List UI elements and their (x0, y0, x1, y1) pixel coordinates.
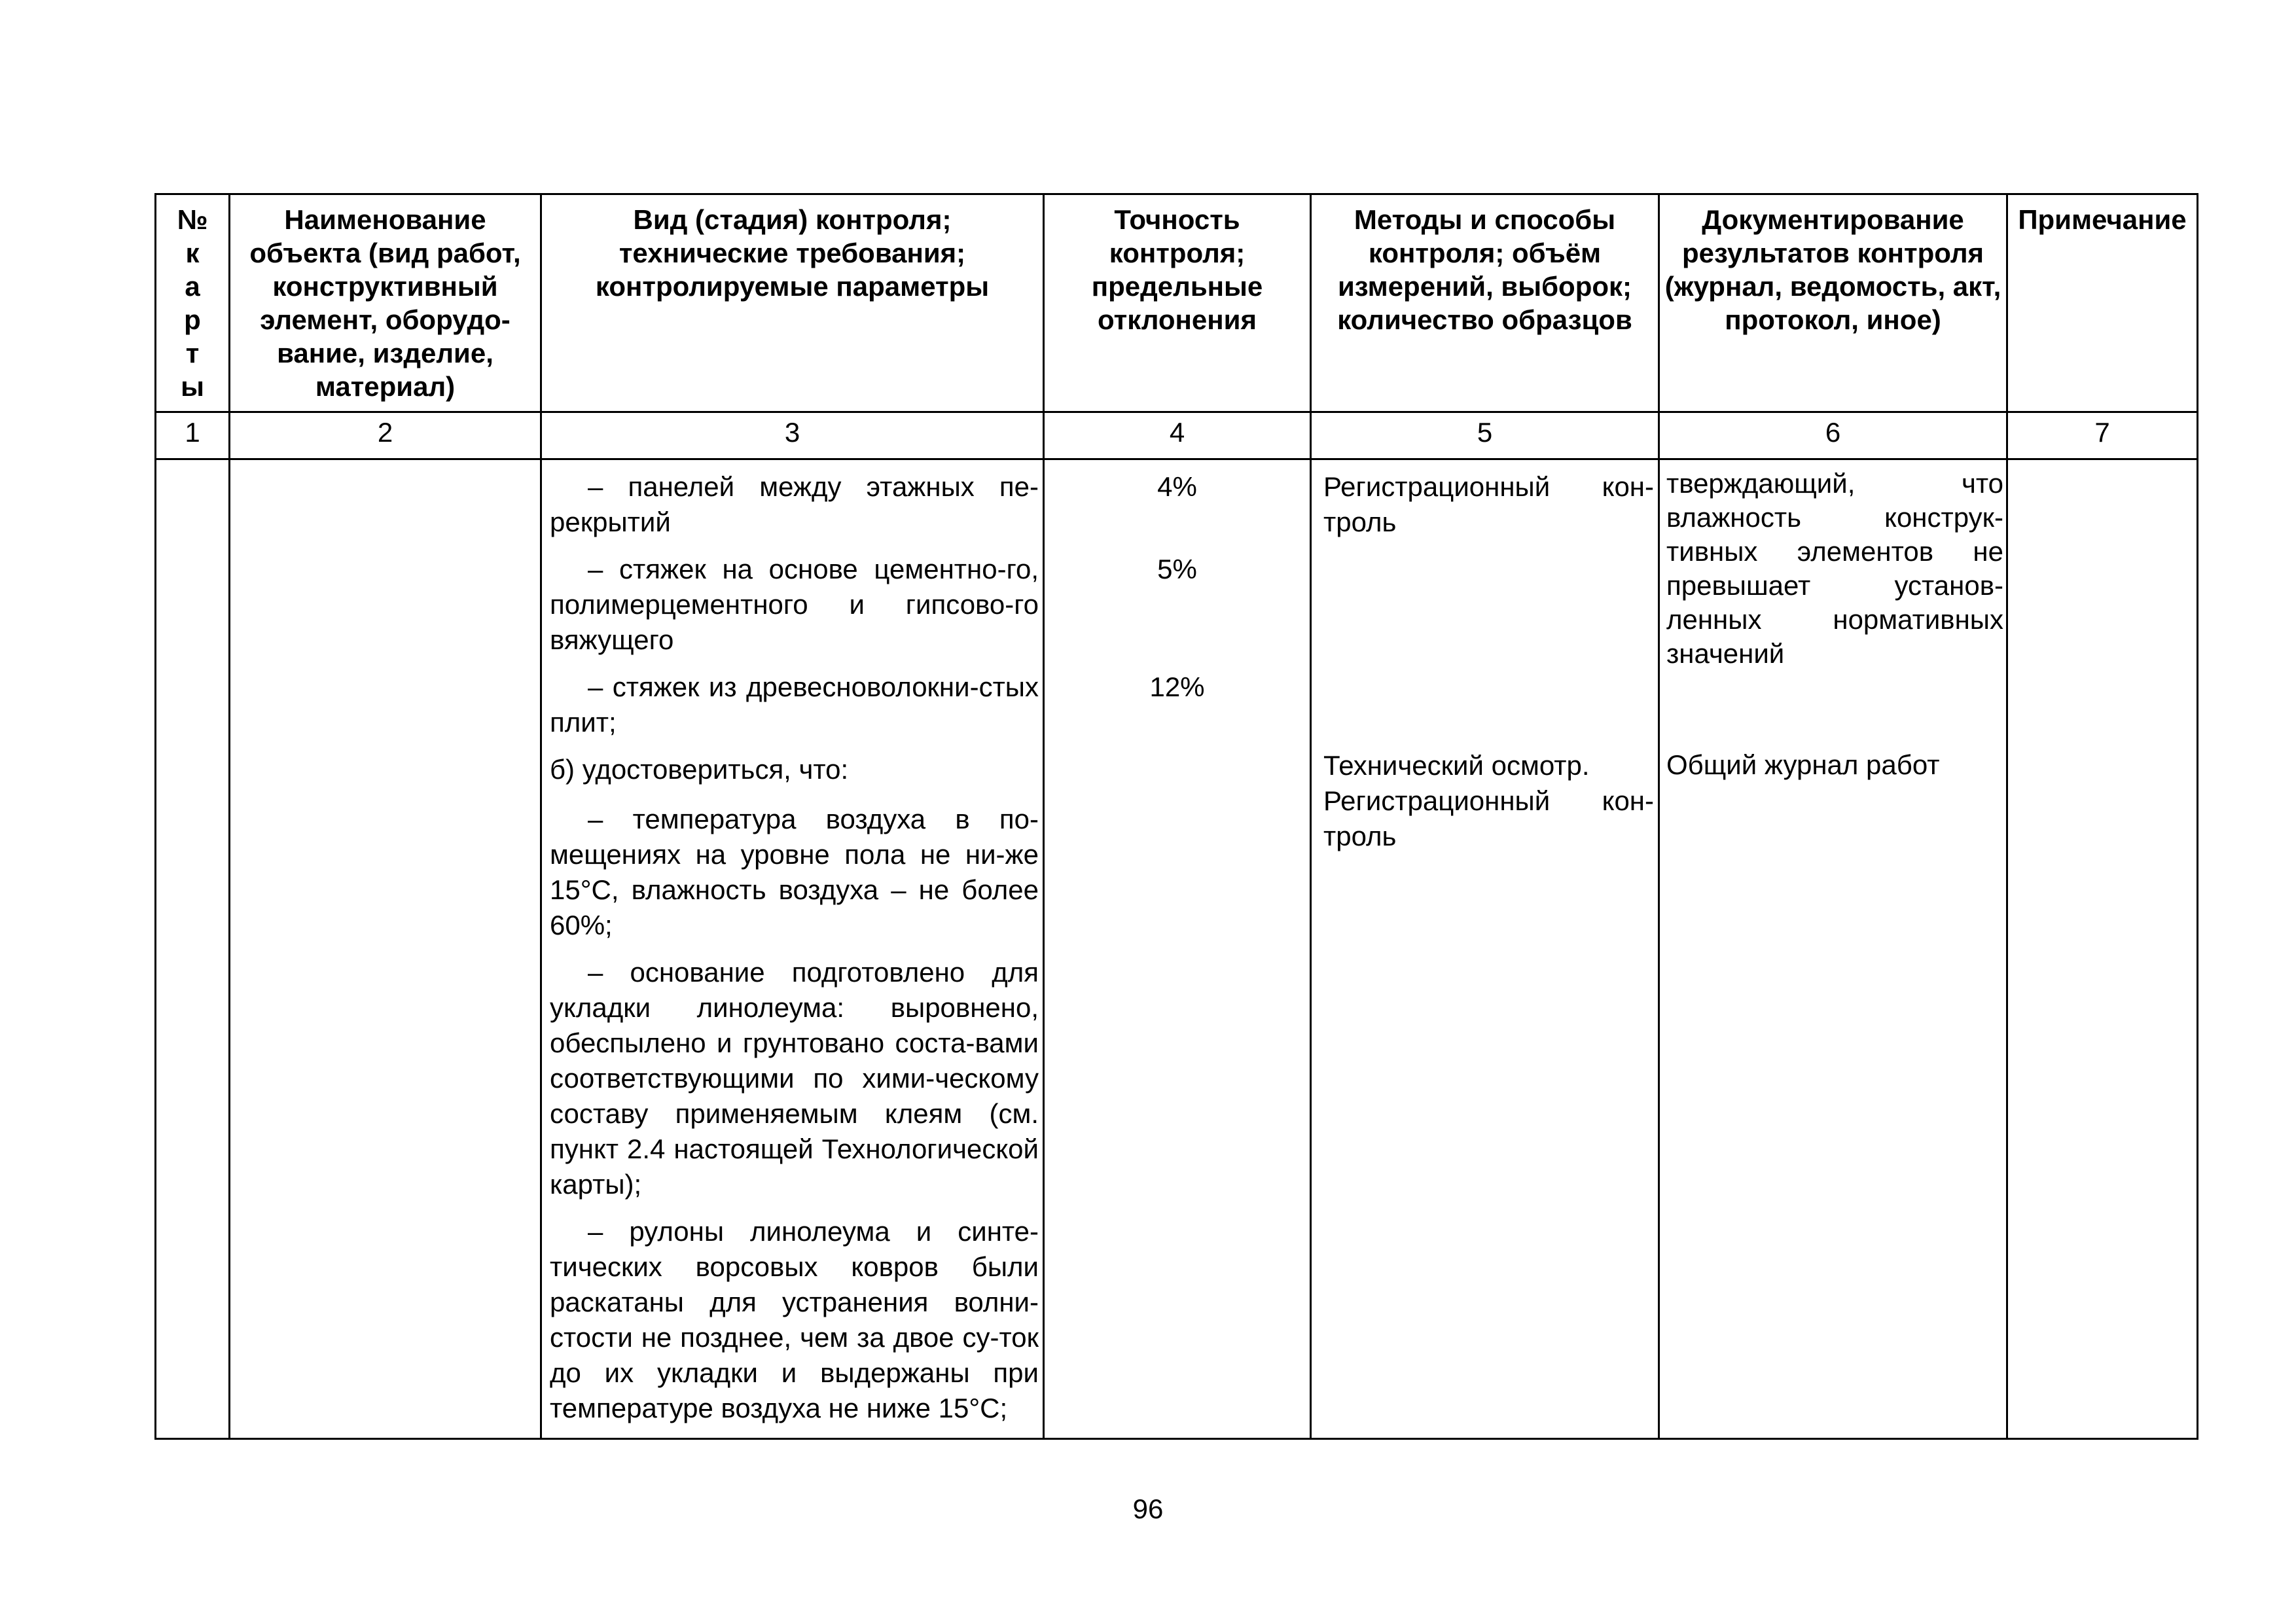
method-text: Технический осмотр. (1323, 750, 1590, 781)
table-row (156, 459, 2198, 1439)
tolerance-value: 12% (1149, 671, 1205, 702)
header-object-name: Наименование объекта (вид работ, конструктивный элемент, оборудо-вание, изделие, материал) (230, 194, 541, 412)
tolerance-value: 4% (1157, 471, 1197, 502)
header-methods: Методы и способы контроля; объём измерений, выборок; количество образцов (1311, 194, 1659, 412)
column-number: 5 (1311, 412, 1659, 459)
column-number: 1 (156, 412, 230, 459)
requirement-item: – температура воздуха в по-мещениях на уровне пола не ни-же 15°С, влажность воздуха – не более 60%; (550, 804, 1039, 940)
requirement-item: – рулоны линолеума и синте-тических ворсовых ковров были раскатаны для устранения волни-стости не позднее, чем за двое су-ток до их укладки и выдержаны при температуре воздуха не ниже 15°С; (550, 1216, 1039, 1423)
header-control-type: Вид (стадия) контроля; технические требования; контролируемые параметры (541, 194, 1044, 412)
accuracy-cell (1044, 459, 1311, 1439)
header-documentation: Документирование результатов контроля (журнал, ведомость, акт, протокол, иное) (1659, 194, 2007, 412)
header-card-number-char: т (185, 338, 200, 368)
page-number: 96 (1132, 1493, 1164, 1524)
documentation-text: Общий журнал работ (1666, 749, 1940, 780)
header-card-number (156, 194, 230, 412)
header-card-number-char: а (185, 271, 200, 302)
header-card-number-char: р (184, 304, 201, 335)
header-note: Примечание (2007, 194, 2198, 412)
header-card-number-char: № (177, 204, 208, 235)
control-table (154, 193, 2198, 1440)
requirement-item: – стяжек на основе цементно-го, полимерцементного и гипсово-го вяжущего (550, 554, 1039, 655)
object-name-cell (230, 459, 541, 1439)
requirement-item: – основание подготовлено для укладки линолеума: выровнено, обеспылено и грунтовано соста-вами соответствующими по хими-ческому составу применяемым клеям (см. пункт 2.4 настоящей Технологической карты); (550, 957, 1039, 1200)
header-accuracy: Точность контроля; предельные отклонения (1044, 194, 1311, 412)
header-card-number-char: ы (181, 371, 204, 402)
column-number: 3 (541, 412, 1044, 459)
method-text: Регистрационный кон-троль (1323, 785, 1654, 851)
column-number: 6 (1659, 412, 2007, 459)
method-text: Регистрационный кон-троль (1323, 471, 1654, 537)
note-cell (2007, 459, 2198, 1439)
column-number-row (156, 412, 2198, 459)
requirement-item: б) удостовериться, что: (550, 754, 849, 785)
column-number: 2 (230, 412, 541, 459)
documentation-cell (1659, 459, 2007, 1439)
requirement-item: – стяжек из древесноволокни-стых плит; (550, 671, 1039, 738)
column-number: 4 (1044, 412, 1311, 459)
header-card-number-char: к (185, 238, 200, 268)
documentation-text: тверждающий, что влажность конструк-тивных элементов не превышает установ-ленных нормативных значений (1666, 468, 2003, 669)
card-number-cell (156, 459, 230, 1439)
methods-cell (1311, 459, 1659, 1439)
requirement-item: – панелей между этажных пе-рекрытий (550, 471, 1039, 537)
column-number: 7 (2007, 412, 2198, 459)
tolerance-value: 5% (1157, 554, 1197, 584)
header-row (156, 194, 2198, 412)
requirements-cell (541, 459, 1044, 1439)
